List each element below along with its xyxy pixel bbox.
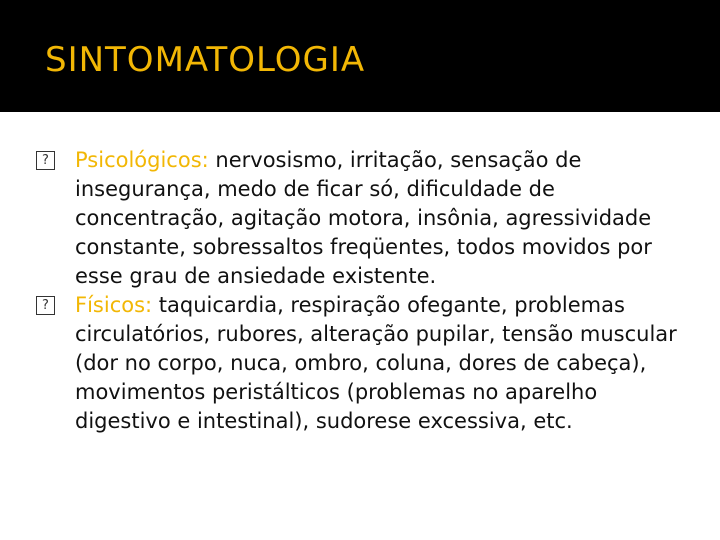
missing-glyph-box-icon: ?: [36, 296, 55, 315]
bullet-text: nervosismo, irritação, sensação de insegurança, medo de ficar só, dificuldade de concentração, agitação motora, insônia, agressividade constante, sobressaltos freqüentes, todos movidos por esse grau de ansiedade existente.: [75, 148, 652, 288]
bullet-text: taquicardia, respiração ofegante, problemas circulatórios, rubores, alteração pupilar, tensão muscular (dor no corpo, nuca, ombro, coluna, dores de cabeça), movimentos peristálticos (problemas no aparelho digestivo e intestinal), sudorese excessiva, etc.: [75, 293, 677, 433]
bullet-item-fisicos: [36, 291, 696, 436]
bullet-item-psicologicos: [36, 146, 696, 291]
title-bar: [0, 0, 720, 112]
slide-title: SINTOMATOLOGIA: [45, 40, 366, 80]
bullet-term: Psicológicos:: [75, 148, 209, 172]
bullet-list: [36, 146, 696, 436]
missing-glyph-box-icon: ?: [36, 151, 55, 170]
bullet-term: Físicos:: [75, 293, 153, 317]
